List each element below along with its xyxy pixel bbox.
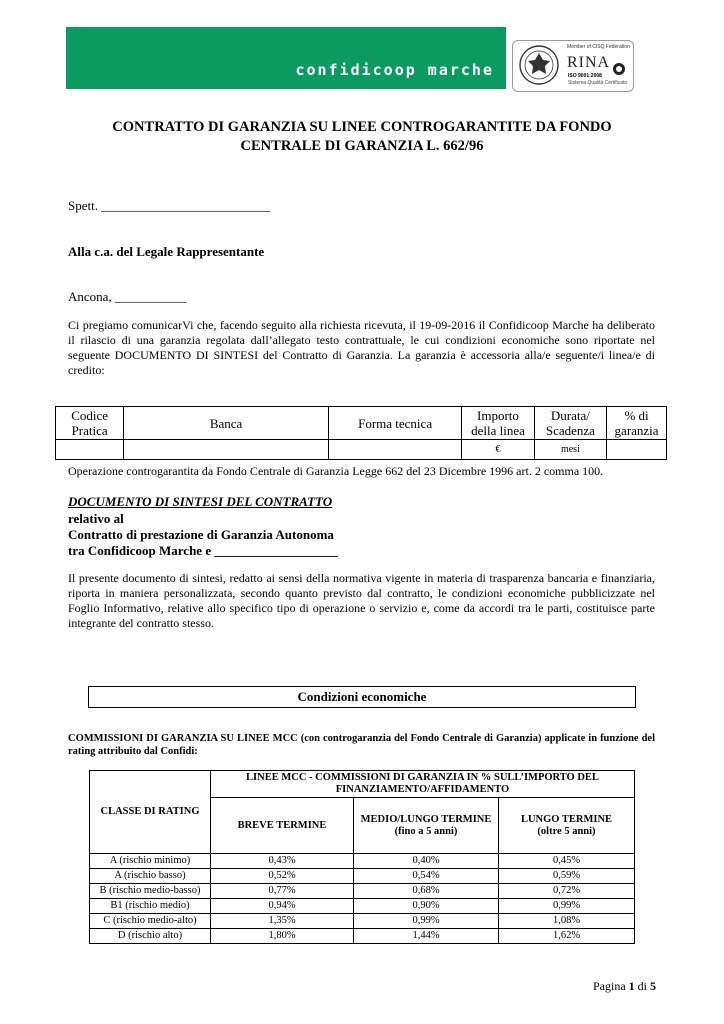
cell-classe: B1 (rischio medio): [90, 899, 211, 914]
cell-medio: 0,90%: [354, 899, 499, 914]
rina-seal-icon: [518, 44, 560, 86]
cell-breve: 0,43%: [211, 854, 354, 869]
cell-classe: D (rischio alto): [90, 929, 211, 944]
cell-breve: 1,35%: [211, 914, 354, 929]
certification-badge: [512, 40, 634, 92]
cell-medio: 1,44%: [354, 929, 499, 944]
table-row: [90, 854, 635, 869]
addressee-line: Spett. __________________________: [68, 198, 271, 213]
cert-member-text: Member of CISQ Federation: [567, 44, 630, 50]
table-row: [90, 929, 635, 944]
cell-classe: B (rischio medio-basso): [90, 884, 211, 899]
cell-medio: 0,68%: [354, 884, 499, 899]
cell-lungo: 0,72%: [499, 884, 635, 899]
table-header-row: [56, 407, 667, 440]
conditions-heading: Condizioni economiche: [88, 686, 636, 708]
place-date-line: Ancona, ___________: [68, 289, 187, 304]
table-row: [90, 869, 635, 884]
cell-lungo: 0,45%: [499, 854, 635, 869]
cert-system-text: Sistema Qualità Certificato: [568, 80, 628, 86]
intro-paragraph: Ci pregiamo comunicarVi che, facendo seguito alla richiesta ricevuta, il 19-09-2016 il Confidicoop Marche ha deliberato il rilascio di una garanzia regolata dall’allegato testo contrattuale, le cui condizioni economiche sono riportate nel seguente DOCUMENTO DI SINTESI del Contratto di Garanzia. La garanzia è accessoria alla/e seguente/i linea/e di credito:: [68, 318, 655, 377]
table-row: [90, 914, 635, 929]
summary-subtitle: relativo al Contratto di prestazione di Garanzia Autonoma tra Confidicoop Marche e ___________________: [68, 511, 338, 558]
cell-forma: [328, 440, 461, 460]
cell-medio: 0,40%: [354, 854, 499, 869]
table-row: [56, 440, 667, 460]
title-line-1: CONTRATTO DI GARANZIA SU LINEE CONTROGARANTITE DA FONDO: [112, 119, 612, 135]
rating-rows: [90, 854, 635, 944]
cell-lungo: 1,62%: [499, 929, 635, 944]
cell-breve: 0,94%: [211, 899, 354, 914]
header-breve: BREVE TERMINE: [211, 798, 354, 854]
page-number: Pagina 1 di 5: [592, 979, 656, 993]
attention-line: Alla c.a. del Legale Rappresentante: [68, 244, 265, 259]
header-importo: Importo della linea: [462, 407, 534, 440]
table-row: [90, 899, 635, 914]
cell-breve: 0,77%: [211, 884, 354, 899]
cell-classe: A (rischio basso): [90, 869, 211, 884]
cell-importo: €: [462, 440, 534, 460]
header-banca: Banca: [124, 407, 329, 440]
cell-medio: 0,99%: [354, 914, 499, 929]
summary-paragraph: Il presente documento di sintesi, redatto ai sensi della normativa vigente in materia di trasparenza bancaria e finanziaria, riporta in maniera personalizzata, secondo quanto previsto dal contratto, le condizioni economiche pubblicizzate nel Foglio Informativo, relative allo specifico tipo di operazione o servizio e, come da accordi tra le parti, costituisce parte integrante del contratto stesso.: [68, 571, 655, 630]
cell-medio: 0,54%: [354, 869, 499, 884]
header-codice: Codice Pratica: [56, 407, 124, 440]
cell-banca: [124, 440, 329, 460]
credit-lines-table: [55, 406, 667, 460]
cert-iso-text: ISO 9001:2008: [568, 73, 602, 79]
commissions-text: COMMISSIONI DI GARANZIA SU LINEE MCC (con controgaranzia del Fondo Centrale di Garanzia) applicate in funzione del rating attribuito dal Confidi:: [68, 733, 655, 757]
rating-header-row-1: [90, 771, 635, 798]
summary-title: DOCUMENTO DI SINTESI DEL CONTRATTO: [68, 494, 333, 509]
header-durata: Durata/ Scadenza: [534, 407, 606, 440]
title-line-2: CENTRALE DI GARANZIA L. 662/96: [240, 138, 484, 154]
header-banner: [66, 27, 506, 89]
cell-lungo: 0,59%: [499, 869, 635, 884]
table-row: [90, 884, 635, 899]
cell-classe: C (rischio medio-alto): [90, 914, 211, 929]
cell-percentuale: [607, 440, 667, 460]
rating-table: [89, 770, 635, 944]
header-classe: CLASSE DI RATING: [90, 771, 211, 854]
header-medio: MEDIO/LUNGO TERMINE (fino a 5 anni): [354, 798, 499, 854]
cell-lungo: 0,99%: [499, 899, 635, 914]
header-percentuale: % di garanzia: [607, 407, 667, 440]
cell-classe: A (rischio minimo): [90, 854, 211, 869]
header-linee-mcc: LINEE MCC - COMMISSIONI DI GARANZIA IN % SULL’IMPORTO DEL FINANZIAMENTO/AFFIDAMENTO: [211, 771, 635, 798]
document-title: [66, 118, 658, 156]
operation-note: Operazione controgarantita da Fondo Centrale di Garanzia Legge 662 del 23 Dicembre 1996 art. 2 comma 100.: [68, 464, 604, 478]
cell-breve: 0,52%: [211, 869, 354, 884]
header-lungo: LUNGO TERMINE (oltre 5 anni): [499, 798, 635, 854]
cell-lungo: 1,08%: [499, 914, 635, 929]
header-forma-tecnica: Forma tecnica: [328, 407, 461, 440]
cell-breve: 1,80%: [211, 929, 354, 944]
cell-durata: mesi: [534, 440, 606, 460]
iqnet-icon: [612, 62, 626, 76]
cell-codice: [56, 440, 124, 460]
brand-logo-text: confidicoop marche: [295, 61, 494, 79]
cert-org-name: RINA: [567, 54, 611, 71]
